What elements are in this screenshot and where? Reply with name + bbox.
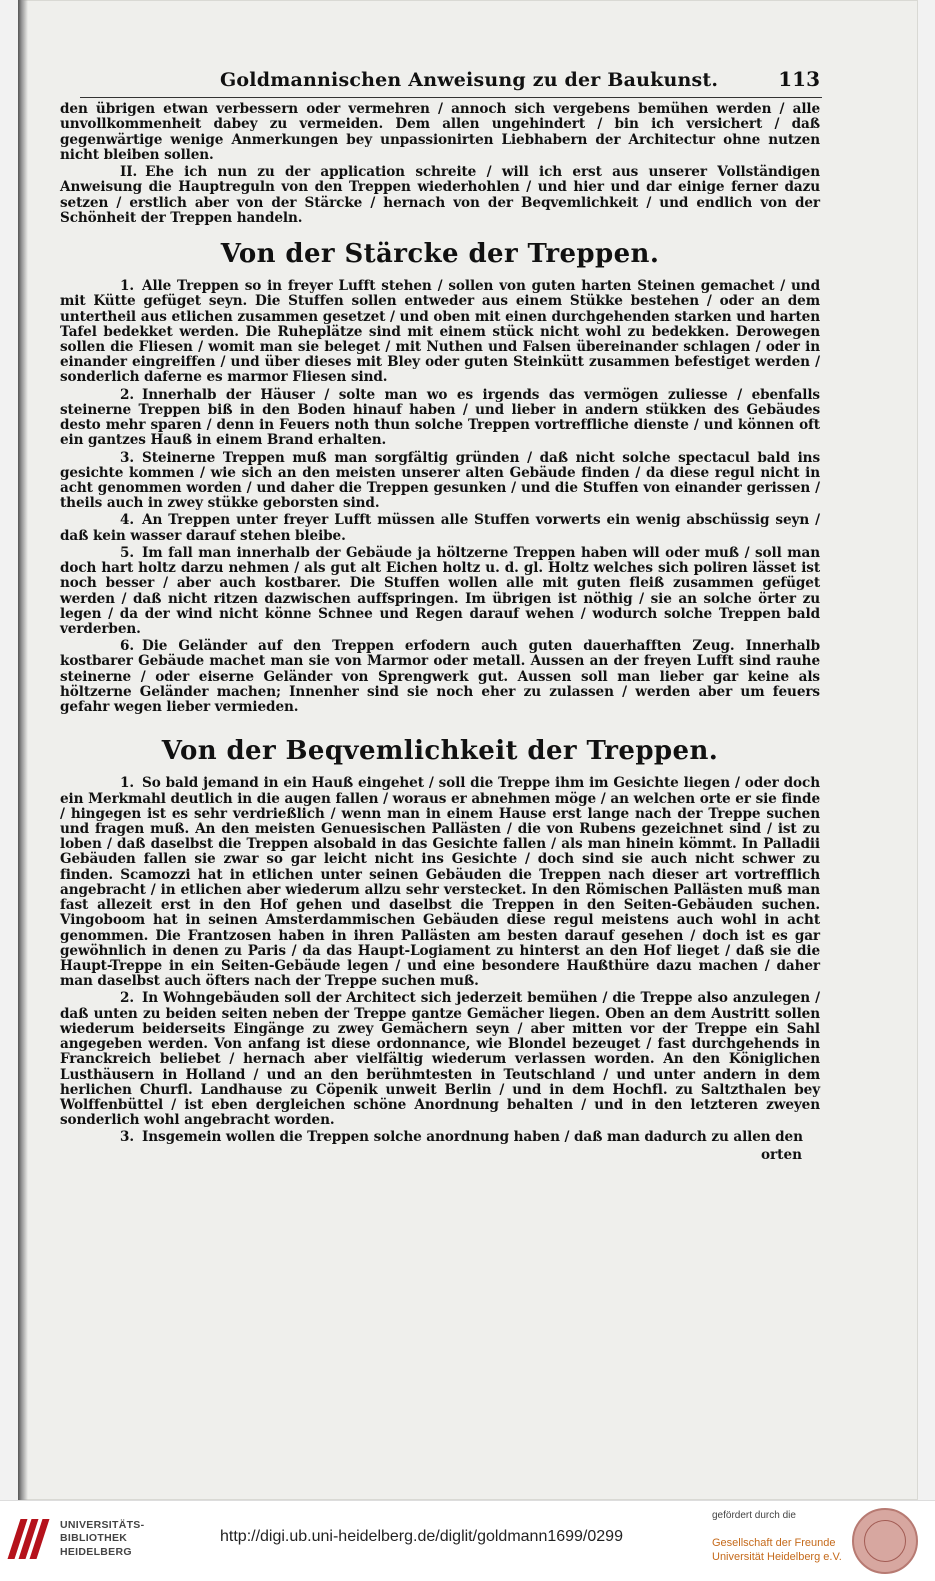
section1-item-2 [60,388,820,449]
section1-item-1 [60,279,820,386]
section-heading-beqvemlichkeit: Von der Beqvemlichkeit der Treppen. [161,736,719,767]
item-text: In Wohngebäuden soll der Architect sich jederzeit bemühen / die Treppe also anzulegen / daß unten zu beiden seiten neben der Treppe gantze Gemächer liegen. Oben an dem Austritt sollen wiederum beiderseits Eingänge zu zwey Gemächern seyn / aber mitten vor der Treppe ein Sahl angegeben werden. Von anfang ist diese ordonnance, wie Blondel bezeuget / fast durchgehends in Franckreich beliebet / hernach aber vielfältig wiederum verlassen worden. An den Königlichen Lusthäusern in Holland / und an den berühmtesten in Teutschland / und unter andern in dem herlichen Churfl. Landhause zu Cöpenik unweit Berlin / und in dem Hochfl. zu Saltzthalen bey Wolffenbüttel / ist eben dergleichen schöne Anordnung behalten / und in den letzteren zweyen sonderlich wohl angebracht worden. [60,990,820,1129]
binding-shadow [18,0,28,1500]
item-number: 5. [120,544,134,561]
sponsor-label: gefördert durch die [712,1510,796,1521]
head-rule [80,97,822,98]
library-name-line1: UNIVERSITÄTS- [60,1519,145,1532]
sponsor-block[interactable] [712,1509,842,1565]
item-number: 3. [120,449,134,466]
catchword: orten [760,1146,802,1163]
seal-ring [864,1520,906,1562]
item-text: Steinerne Treppen muß man sorgfältig gründen / daß nicht solche spectacul bald ins gesichte kommen / wie sich an den meisten unserer alten Gebäude finden / da diese regul nicht in acht genommen worden / und daher die Treppen gesunken / und die Stuffen von einander gerissen / theils auch in zwey stükke geborsten sind. [60,449,820,512]
item-number: 1. [120,278,134,295]
section1-item-6 [60,639,820,715]
item-text: Insgemein wollen die Treppen solche anordnung haben / daß man dadurch zu allen den [142,1129,803,1146]
paragraph-number: II. [120,164,138,181]
permalink-url[interactable]: http://digi.ub.uni-heidelberg.de/diglit/goldmann1699/0299 [220,1528,623,1545]
library-name-line3: HEIDELBERG [60,1545,132,1558]
footer-bar [0,1500,935,1581]
item-text: So bald jemand in ein Hauß eingehet / soll die Treppe ihm im Gesichte liegen / oder doch ein Merkmahl deutlich in die augen fallen / woraus er abnehmen möge / an welchen orte er sie finde / hingegen ist es sehr verdrießlich / wenn man in einem Hause erst lange nach der Treppe suchen und fragen muß. An den meisten Genuesischen Pallästen / die von Rubens gezeichnet sind / ist zu loben / daß daselbst die Treppen alsobald in das Gesichte fallen / als man hinein kömmt. In Palladii Gebäuden fallen sie zwar so gar leicht nicht ins Gesichte / doch sind sie auch nicht schwer zu finden. Scamozzi hat in etlichen unter seinen Gebäuden die Treppen nach dieser art vortrefflich angebracht / in etlichen aber wiederum allzu sehr verstecket. In den Römischen Pallästen muß man fast allezeit erst in den Hof gehen und daselbst die Treppen in den Seiten-Gebäuden suchen. Vingoboom hat in seinen Amsterdammischen Gebäuden diese regul meistens auch wohl in acht genommen. Die Frantzosen haben in ihren Pallästen am besten darauf gesehen / doch ist es gar gewöhnlich in denen zu Paris / da das Haupt-Logiament zu hinterst an den Hof lieget / daß sie die Haupt-Treppe in ein Seiten-Gebäude legen / und eine besondere Haußthüre dazu machen / daher man daselbst auch öfters nach der Treppe suchen muß. [60,775,820,990]
section-heading-staerke: Von der Stärcke der Treppen. [220,239,660,270]
section2-item-2 [60,991,820,1128]
university-library-logo[interactable] [10,1517,144,1561]
paragraph-II [60,165,820,226]
item-text: Alle Treppen so in freyer Lufft stehen / sollen von guten harten Steinen gemachet / und mit Kütte gefüget seyn. Die Stuffen sollen entweder aus einem Stükke bestehen / oder an dem untertheil aus etlichen zusammen gesetzet / und oben mit einen durchgehenden starken und harten Tafel bedekket werden. Die Ruheplätze sind mit einem stück nicht wohl zu bedekken. Derowegen sollen die Fliesen / womit man sie beleget / mit Nuthen und Falsen übereinander schlagen / oder in einander eingreiffen / und über dieses mit Bley oder guten Steinkütt zusammen befestiget werden / sonderlich daferne es marmor Fliesen sind. [60,278,820,386]
item-number: 2. [120,386,134,403]
running-head [60,68,820,91]
item-text: An Treppen unter freyer Lufft müssen alle Stuffen vorwerts ein wenig abschüssig seyn / daß kein wasser darauf stehen bleibe. [60,512,820,544]
library-name [60,1519,144,1558]
sponsor-name-line1: Gesellschaft der Freunde [712,1537,836,1549]
sponsor-name [712,1536,842,1565]
section2-item-1 [60,776,820,989]
section1-item-5 [60,546,820,637]
paragraph-text: Ehe ich nun zu der application schreite / will ich erst aus unserer Vollständigen Anweisung die Hauptreguln von den Treppen wiederhohlen / und hier und dar einige ferner dazu setzen / erstlich aber von der Stärcke / hernach von der Beqvemlichkeit / und endlich von der Schönheit der Treppen handeln. [60,164,820,226]
ub-logo-icon [10,1517,50,1561]
item-number: 3. [120,1129,134,1146]
item-number: 1. [120,775,134,792]
item-number: 4. [120,512,134,529]
item-text: Im fall man innerhalb der Gebäude ja höltzerne Treppen haben will oder muß / soll man doch hart holtz darzu nehmen / als gut alt Eichen holtz u. d. gl. Holtz welches sich poliren lässet ist noch besser / aber auch kostbarer. Die Stuffen wollen alle mit guten fleiß zusammen gefüget werden / daß nicht ritzen dazwischen auffspringen. Im übrigen ist nöthig / sie an solche örter zu legen / da der wind nicht könne Schnee und Regen darauf wehen / wodurch solche Treppen bald verderben. [60,544,820,637]
university-seal-icon [852,1508,918,1574]
library-name-line2: BIBLIOTHEK [60,1532,128,1545]
item-number: 2. [120,990,134,1007]
page-number: 113 [778,67,820,91]
book-page [60,68,820,1163]
page-scan [18,0,918,1500]
section1-item-3 [60,451,820,512]
section2-item-3 [60,1130,820,1145]
section1-item-4 [60,513,820,543]
opening-paragraph: den übrigen etwan verbessern oder vermehren / annoch sich vergebens bemühen werden / alle unvollkommenheit dabey zu vermeiden. Dem allen ungehindert / bin ich versichert / daß gegenwärtige wenige Anmerkungen bey unpassionirten Liebhabern der Architectur ohne nutzen nicht bleiben sollen. [60,101,820,163]
item-text: Innerhalb der Häuser / solte man wo es irgends das vermögen zuliesse / ebenfalls steinerne Treppen biß in den Boden hinauf haben / und lieber in andern stükken des Gebäudes desto mehr sparen / denn in Feuers noth thun solche Treppen vortreffliche dienste / und können oft ein gantzes Hauß in einem Brand erhalten. [60,386,820,449]
item-text: Die Geländer auf den Treppen erfodern auch guten dauerhafften Zeug. Innerhalb kostbarer Gebäude machet man sie von Marmor oder metall. Aussen an der freyen Lufft sind rauhe steinerne / oder eiserne Geländer von Sprengwerk gut. Aussen soll man lieber gar keine als höltzerne Geländer machen; Innenher sind sie noch eher zu zulassen / werden aber um feuers gefahr wegen lieber vermieden. [60,638,820,716]
sponsor-name-line2: Universität Heidelberg e.V. [712,1551,842,1564]
running-head-title: Goldmannischen Anweisung zu der Baukunst. [220,69,719,91]
item-number: 6. [120,638,134,655]
